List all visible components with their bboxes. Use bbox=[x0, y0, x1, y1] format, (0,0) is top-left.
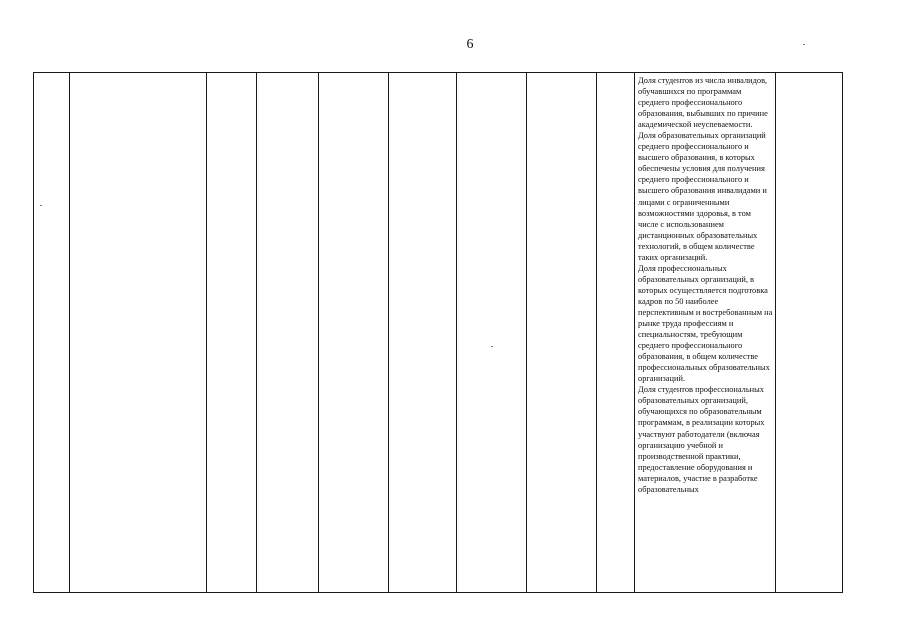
page-number: 6 bbox=[466, 37, 474, 52]
table-cell bbox=[207, 73, 257, 593]
indicator-paragraph: Доля студентов из числа инвалидов, обучавшихся по программам среднего профессионального образования, выбывших по причине академической неуспеваемости. bbox=[638, 76, 768, 130]
scan-speck bbox=[491, 346, 493, 347]
table-cell bbox=[527, 73, 597, 593]
table-cell bbox=[319, 73, 389, 593]
program-table bbox=[33, 72, 843, 593]
indicator-paragraph: Доля профессиональных образовательных организаций, в которых осуществляется подготовка кадров по 50 наиболее перспективным и востребованным на рынке труда профессиям и специальностям, требующим среднего профессионального образования, в общем количестве профессиональных образовательных организаций. bbox=[638, 263, 773, 384]
indicator-text-block bbox=[635, 73, 775, 592]
scan-speck bbox=[40, 205, 42, 206]
indicator-paragraph: Доля образовательных организаций среднего профессионального и высшего образования, в которых обеспечены условия для получения среднего профессионального и высшего образования инвалидами и лицами с ограниченными возможностями здоровья, в том числе с использованием дистанционных образовательных технологий, в общем количестве таких организаций. bbox=[638, 131, 767, 262]
table-cell bbox=[776, 73, 843, 593]
table-cell-indicators bbox=[635, 73, 776, 593]
table-cell-name bbox=[70, 73, 207, 593]
table-cell bbox=[389, 73, 457, 593]
table-cell bbox=[457, 73, 527, 593]
table-cell-number bbox=[34, 73, 70, 593]
table-row bbox=[34, 73, 843, 593]
table-cell bbox=[597, 73, 635, 593]
scan-speck bbox=[803, 44, 805, 45]
indicator-paragraph: Доля студентов профессиональных образовательных организаций, обучающихся по образовательным программам, в реализации которых участвуют работодатели (включая организацию учебной и производственной практики, предоставление оборудования и материалов, участие в разработке образовательных bbox=[638, 385, 765, 494]
table-cell bbox=[257, 73, 319, 593]
